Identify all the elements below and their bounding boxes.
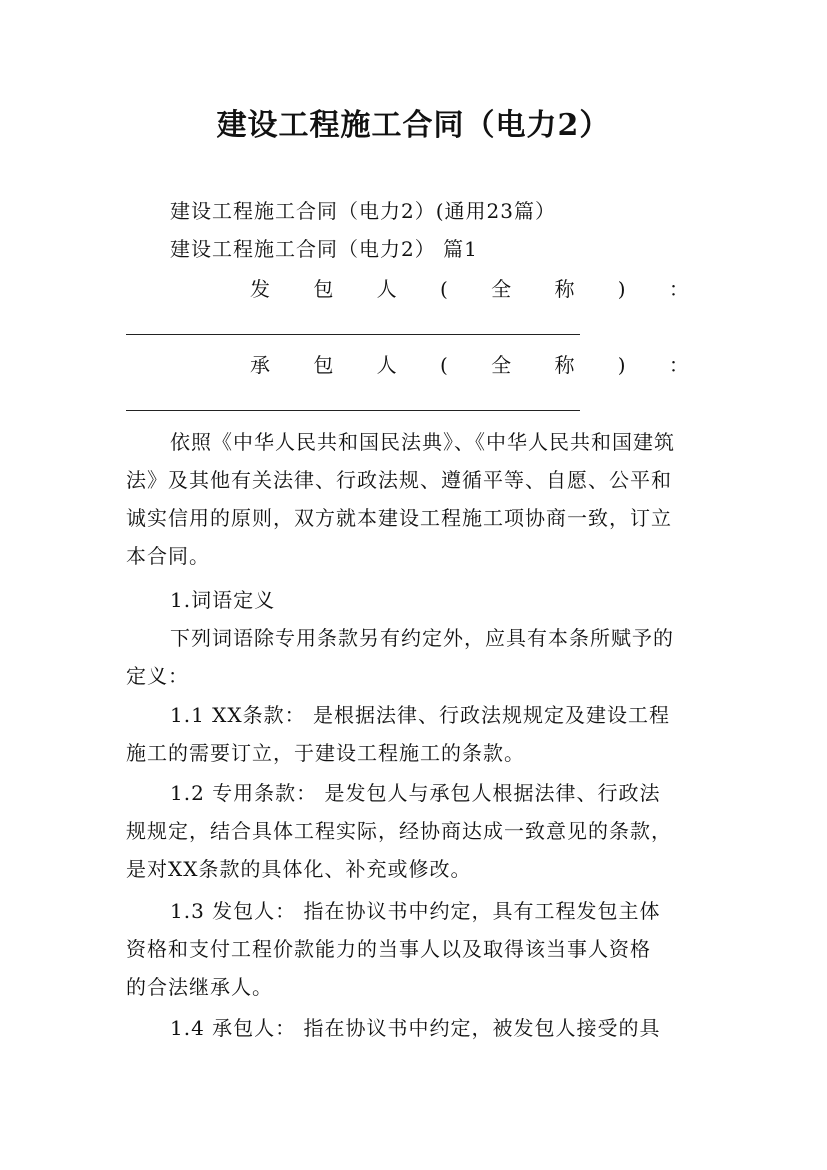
party-b-fill-line [126,410,580,411]
party-b-label [250,347,690,384]
party-a-char: 称 [554,277,576,301]
party-b-char: 人 [376,353,398,377]
party-b-char: 全 [491,353,513,377]
paragraph-line: 施工的需要订立，于建设工程施工的条款。 [126,741,525,765]
document-title: 建设工程施工合同（电力2） [216,108,611,143]
party-b-char: 包 [313,353,335,377]
paragraph-line: 的合法继承人。 [126,975,273,999]
section-heading: 建设工程施工合同（电力2） 篇1 [170,237,478,261]
party-a-char: 全 [491,277,513,301]
paragraph-line: 法》及其他有关法律、行政法规、遵循平等、自愿、公平和 [126,468,672,492]
party-a-char: ) [617,277,627,301]
party-b-char: ( [439,353,449,377]
clause-line: 1.2 专用条款： 是发包人与承包人根据法律、行政法 [170,781,661,805]
party-a-fill-line [126,334,580,335]
party-b-char: ： [668,353,690,377]
paragraph-line: 依照《中华人民共和国民法典》、《中华人民共和国建筑 [170,430,675,454]
clause-heading: 1.词语定义 [170,588,276,612]
party-b-char: 称 [554,353,576,377]
paragraph-line: 定义： [126,664,189,688]
clause-line: 1.4 承包人： 指在协议书中约定，被发包人接受的具 [170,1016,661,1040]
party-b-char: 承 [250,353,271,377]
clause-line: 1.1 XX条款： 是根据法律、行政法规规定及建设工程 [170,703,670,727]
paragraph-line: 诚实信用的原则，双方就本建设工程施工项协商一致，订立 [126,506,672,530]
clause-line: 1.3 发包人： 指在协议书中约定，具有工程发包主体 [170,899,661,923]
party-a-char: 发 [250,277,271,301]
party-b-char: ) [617,353,627,377]
party-a-char: ( [439,277,449,301]
paragraph-line: 资格和支付工程价款能力的当事人以及取得该当事人资格 [126,937,651,961]
party-a-label [250,271,690,308]
paragraph-line: 规规定，结合具体工程实际，经协商达成一致意见的条款， [126,819,672,843]
party-a-char: ： [668,277,690,301]
subtitle-line: 建设工程施工合同（电力2）(通用23篇） [170,199,556,223]
party-a-char: 人 [376,277,398,301]
paragraph-line: 下列词语除专用条款另有约定外，应具有本条所赋予的 [170,626,674,650]
paragraph-line: 是对XX条款的具体化、补充或修改。 [126,857,472,881]
paragraph-line: 本合同。 [126,544,210,568]
party-a-char: 包 [313,277,335,301]
